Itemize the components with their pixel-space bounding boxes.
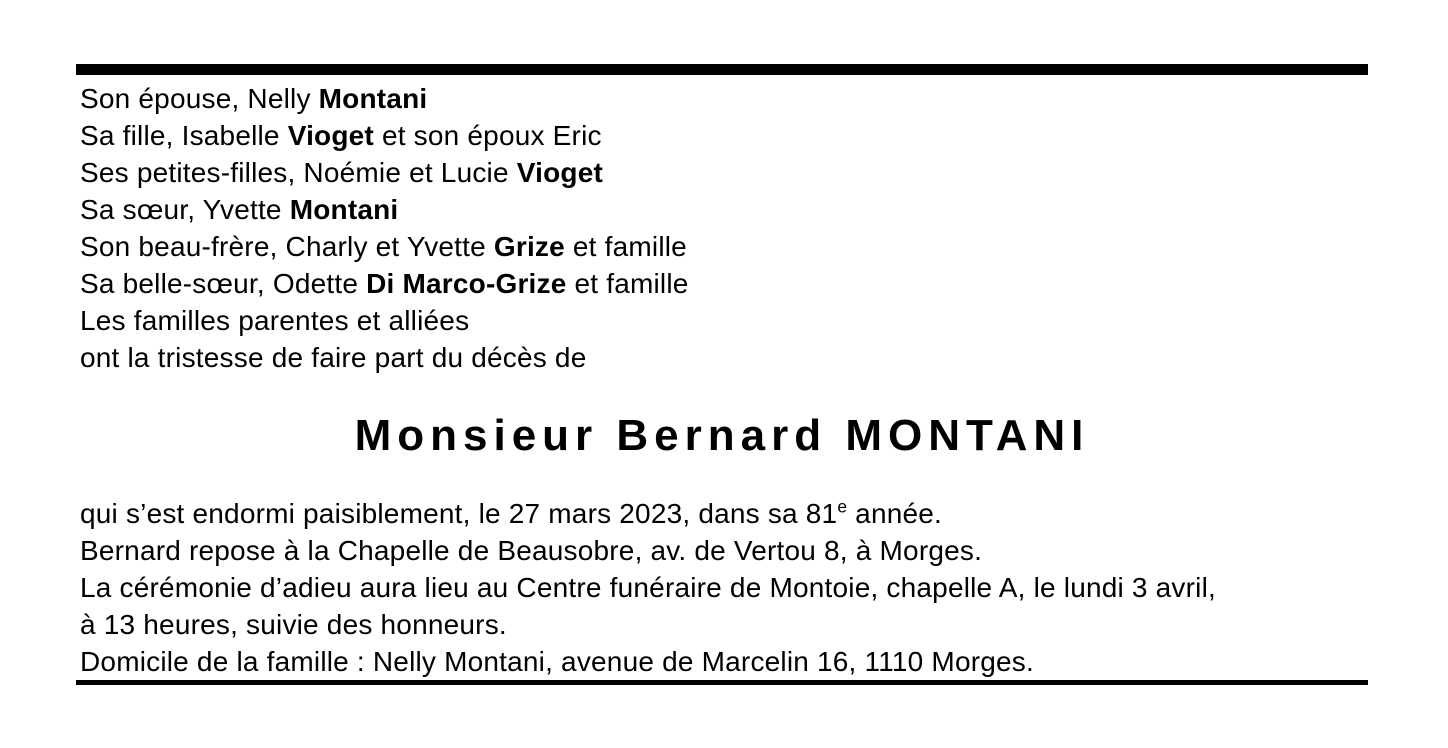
text-segment: La cérémonie d’adieu aura lieu au Centre funéraire de Montoie, chapelle A, le lundi 3 avril, — [80, 572, 1216, 603]
surname-bold: Grize — [493, 231, 565, 262]
funeral-details-lines — [80, 495, 1216, 680]
text-segment: Sa fille, Isabelle — [80, 120, 288, 151]
text-line — [80, 265, 689, 302]
family-lines — [80, 80, 689, 376]
text-segment: année. — [847, 498, 943, 529]
text-segment: Domicile de la famille : Nelly Montani, avenue de Marcelin 16, 1110 Morges. — [80, 646, 1034, 677]
text-segment: Son beau-frère, Charly et Yvette — [80, 231, 494, 262]
bottom-rule — [76, 680, 1368, 685]
text-line — [80, 117, 689, 154]
text-line — [80, 569, 1216, 606]
surname-bold: Montani — [289, 194, 399, 225]
ordinal-superscript: e — [837, 496, 848, 517]
text-segment: Sa belle-sœur, Odette — [80, 268, 367, 299]
text-line — [80, 643, 1216, 680]
surname-bold: Montani — [318, 83, 428, 114]
surname-bold: Di Marco-Grize — [366, 268, 567, 299]
text-segment: et famille — [564, 231, 687, 262]
text-segment: Les familles parentes et alliées — [80, 305, 470, 336]
text-segment: et famille — [566, 268, 689, 299]
text-segment: à 13 heures, suivie des honneurs. — [80, 609, 507, 640]
text-line — [80, 228, 689, 265]
text-segment: qui s’est endormi paisiblement, le 27 mars 2023, dans sa 81 — [80, 498, 838, 529]
text-segment: Bernard repose à la Chapelle de Beausobre, av. de Vertou 8, à Morges. — [80, 535, 983, 566]
top-rule — [76, 64, 1368, 75]
text-segment: Son épouse, Nelly — [80, 83, 319, 114]
text-segment: Sa sœur, Yvette — [80, 194, 290, 225]
deceased-name: Monsieur Bernard MONTANI — [354, 411, 1090, 460]
text-segment: ont la tristesse de faire part du décès de — [80, 342, 587, 373]
text-line — [80, 80, 689, 117]
surname-bold: Vioget — [287, 120, 374, 151]
text-line — [80, 495, 1216, 532]
text-line — [80, 302, 689, 339]
text-line — [80, 339, 689, 376]
text-segment: et son époux Eric — [373, 120, 602, 151]
text-line — [80, 154, 689, 191]
text-line — [80, 606, 1216, 643]
text-line — [80, 532, 1216, 569]
text-segment: Ses petites-filles, Noémie et Lucie — [80, 157, 517, 188]
surname-bold: Vioget — [516, 157, 603, 188]
text-line — [80, 191, 689, 228]
